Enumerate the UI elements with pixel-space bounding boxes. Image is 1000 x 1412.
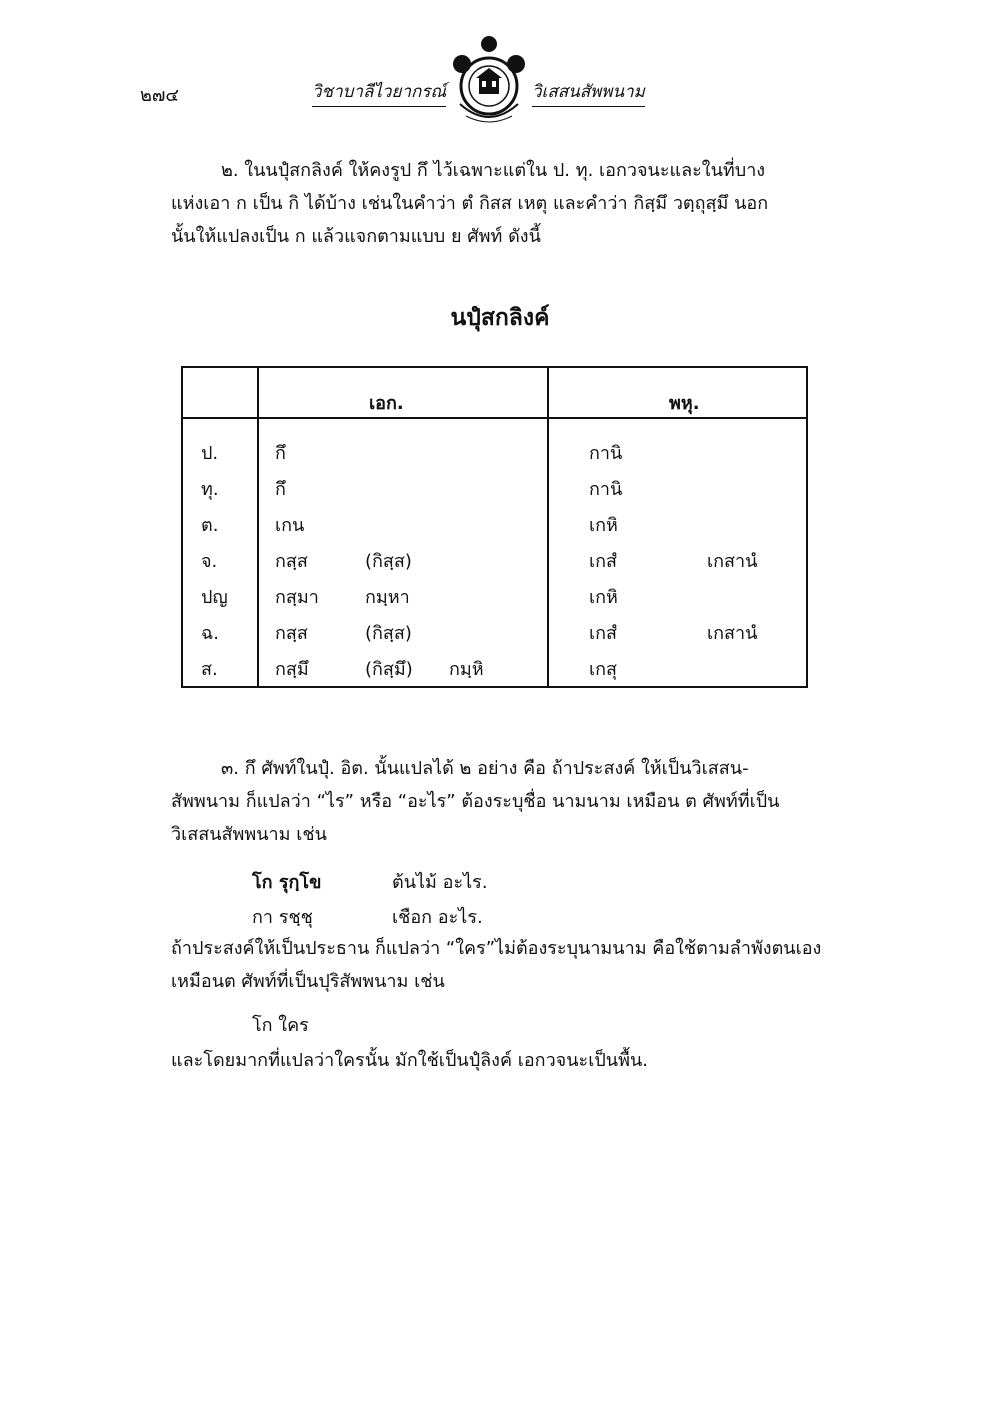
singular-form: กสฺมึ (275, 659, 309, 680)
plural-variant: เกสานํ (707, 551, 758, 572)
header-plural: พหุ. (669, 393, 700, 414)
singular-variant: (กิสฺส) (365, 551, 412, 572)
case-label: ปญ (201, 587, 228, 608)
case-label: ต. (201, 515, 219, 536)
example-translation: เชือก อะไร. (392, 907, 483, 928)
paragraph-2-line-3: นั้นให้แปลงเป็น ก แล้วแจกตามแบบ ย ศัพท์ ดังนี้ (171, 226, 541, 247)
declension-table (181, 366, 808, 688)
paragraph-2 (171, 154, 768, 253)
closing-line: และโดยมากที่แปลว่าใครนั้น มักใช้เป็นปุํลิงค์ เอกวจนะเป็นพื้น. (171, 1050, 648, 1071)
singular-variant: (กิสฺส) (365, 623, 412, 644)
paragraph-2-line-2: แห่งเอา ก เป็น กิ ได้บ้าง เช่นในคำว่า ตํ กิสส เหตุ และคำว่า กิสฺมึ วตฺถุสฺมึ นอก (171, 193, 769, 214)
singular-variant: กมฺหา (365, 587, 410, 608)
header-chapter-title: วิเสสนสัพพนาม (532, 78, 645, 107)
example-pali: โก ใคร (252, 1015, 309, 1036)
singular-form: กสฺส (275, 551, 308, 572)
plural-form: กานิ (589, 479, 623, 500)
page-number: ๒๗๔ (140, 85, 180, 106)
case-label: จ. (201, 551, 218, 572)
paragraph-4-line-1: ถ้าประสงค์ให้เป็นประธาน ก็แปลว่า “ใคร”ไม่ต้องระบุนามนาม คือใช้ตามลำพังตนเอง (171, 938, 822, 959)
plural-variant: เกสานํ (707, 623, 758, 644)
case-label: ทุ. (201, 479, 219, 500)
singular-form: เกน (275, 515, 305, 536)
plural-form: เกหิ (589, 515, 618, 536)
section-title: นปุํสกลิงค์ (450, 305, 550, 331)
institution-seal-logo (446, 34, 532, 130)
paragraph-2-line-1: ๒. ในนปุํสกลิงค์ ให้คงรูป กึ ไว้เฉพาะแต่ใน ป. ทุ. เอกวจนะและในที่บาง (221, 160, 766, 181)
table-divider-number (547, 368, 549, 686)
plural-form: เกสํ (589, 551, 618, 572)
paragraph-3-line-3: วิเสสนสัพพนาม เช่น (171, 824, 327, 845)
paragraph-3 (171, 752, 779, 851)
paragraph-3-line-2: สัพพนาม ก็แปลว่า “ไร” หรือ “อะไร” ต้องระบุชื่อ นามนาม เหมือน ต ศัพท์ที่เป็น (171, 791, 780, 812)
singular-form: กึ (275, 479, 286, 500)
singular-form: กสฺส (275, 623, 308, 644)
singular-form: กึ (275, 443, 286, 464)
header-singular: เอก. (369, 393, 404, 414)
plural-form: เกสุ (589, 659, 618, 680)
case-label: ป. (201, 443, 219, 464)
singular-variant-2: กมฺหิ (449, 659, 484, 680)
table-divider-case (257, 368, 259, 686)
table-header-divider (183, 417, 806, 419)
case-label: ส. (201, 659, 218, 680)
singular-variant: (กิสฺมึ) (365, 659, 413, 680)
paragraph-4-line-2: เหมือนต ศัพท์ที่เป็นปุริสัพพนาม เช่น (171, 971, 445, 992)
plural-form: กานิ (589, 443, 623, 464)
paragraph-3-line-1: ๓. กึ ศัพท์ในปุํ. อิต. นั้นแปลได้ ๒ อย่าง คือ ถ้าประสงค์ ให้เป็นวิเสสน- (221, 758, 749, 779)
plural-form: เกหิ (589, 587, 618, 608)
example-pali: โก รุกฺโข (252, 872, 322, 893)
example-pali: กา รชฺชุ (252, 907, 313, 928)
example-translation: ต้นไม้ อะไร. (392, 872, 488, 893)
plural-form: เกสํ (589, 623, 618, 644)
singular-form: กสฺมา (275, 587, 319, 608)
case-label: ฉ. (201, 623, 219, 644)
paragraph-4 (171, 932, 821, 998)
header-book-title: วิชาบาลีไวยากรณ์ (312, 78, 446, 107)
